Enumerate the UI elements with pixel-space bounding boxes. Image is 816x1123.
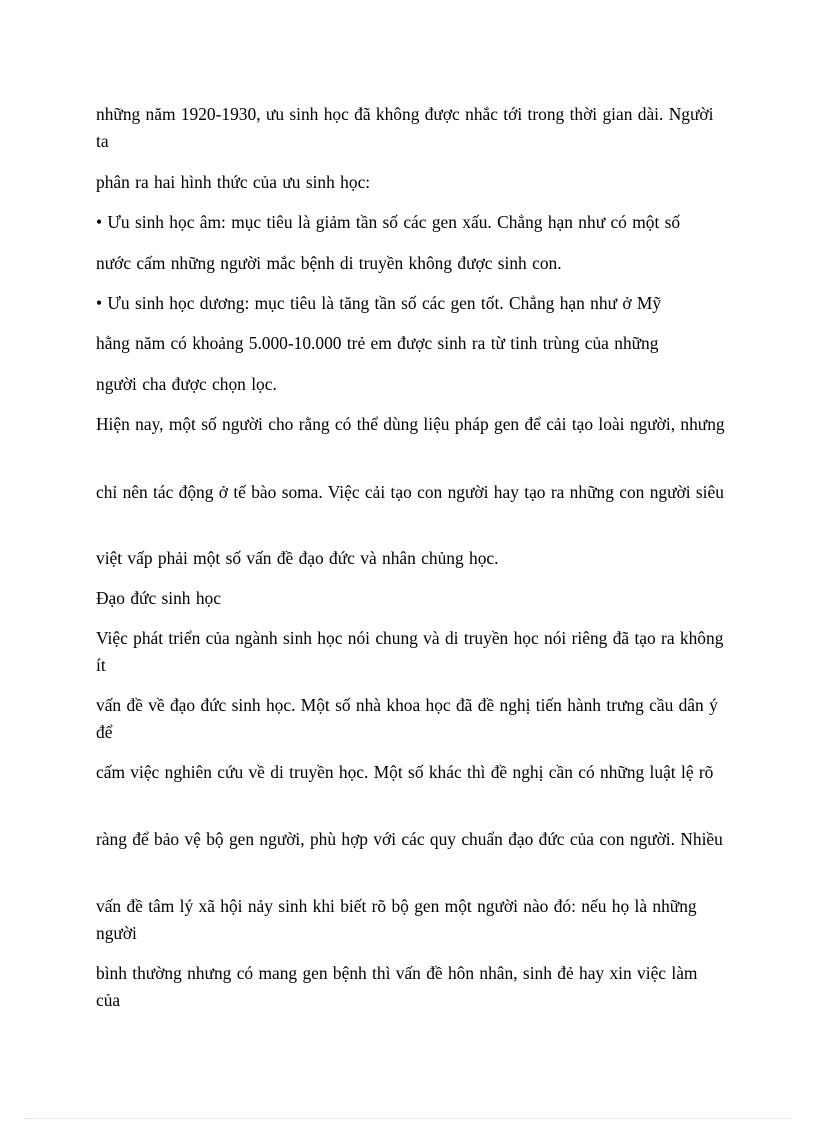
paragraph-13: cấm việc nghiên cứu về di truyền học. Một số khác thì đề nghị cần có những luật lệ rõ — [96, 762, 714, 782]
paragraph-4: nước cấm những người mắc bệnh di truyền không được sinh con. — [96, 253, 562, 273]
paragraph-12: vấn đề về đạo đức sinh học. Một số nhà khoa học đã đề nghị tiến hành trưng cầu dân ý để — [96, 695, 718, 742]
paragraph-6: hằng năm có khoảng 5.000-10.000 trẻ em được sinh ra từ tinh trùng của những — [96, 333, 659, 353]
paragraph-10: việt vấp phải một số vấn đề đạo đức và nhân chủng học. — [96, 548, 499, 568]
paragraph-2: phân ra hai hình thức của ưu sinh học: — [96, 172, 371, 192]
paragraph-7: người cha được chọn lọc. — [96, 374, 277, 394]
paragraph-16: bình thường nhưng có mang gen bệnh thì vấn đề hôn nhân, sinh đẻ hay xin việc làm của — [96, 963, 698, 1010]
paragraph-1: những năm 1920-1930, ưu sinh học đã không được nhắc tới trong thời gian dài. Người ta — [96, 104, 714, 151]
paragraph-9: chỉ nên tác động ở tế bào soma. Việc cải tạo con người hay tạo ra những con người siêu — [96, 482, 724, 502]
page-bottom-divider — [24, 1118, 792, 1119]
paragraph-14: ràng để bảo vệ bộ gen người, phù hợp với các quy chuẩn đạo đức của con người. Nhiều — [96, 829, 723, 849]
paragraph-11: Việc phát triển của ngành sinh học nói chung và di truyền học nói riêng đã tạo ra không ít — [96, 628, 724, 675]
paragraph-15: vấn đề tâm lý xã hội nảy sinh khi biết rõ bộ gen một người nào đó: nếu họ là những người — [96, 896, 697, 943]
paragraph-5: • Ưu sinh học dương: mục tiêu là tăng tần số các gen tốt. Chẳng hạn như ở Mỹ — [96, 293, 662, 313]
paragraph-3: • Ưu sinh học âm: mục tiêu là giảm tần số các gen xấu. Chẳng hạn như có một số — [96, 212, 681, 232]
section-heading: Đạo đức sinh học — [96, 588, 221, 608]
paragraph-8: Hiện nay, một số người cho rằng có thể dùng liệu pháp gen để cải tạo loài người, nhưng — [96, 414, 725, 434]
